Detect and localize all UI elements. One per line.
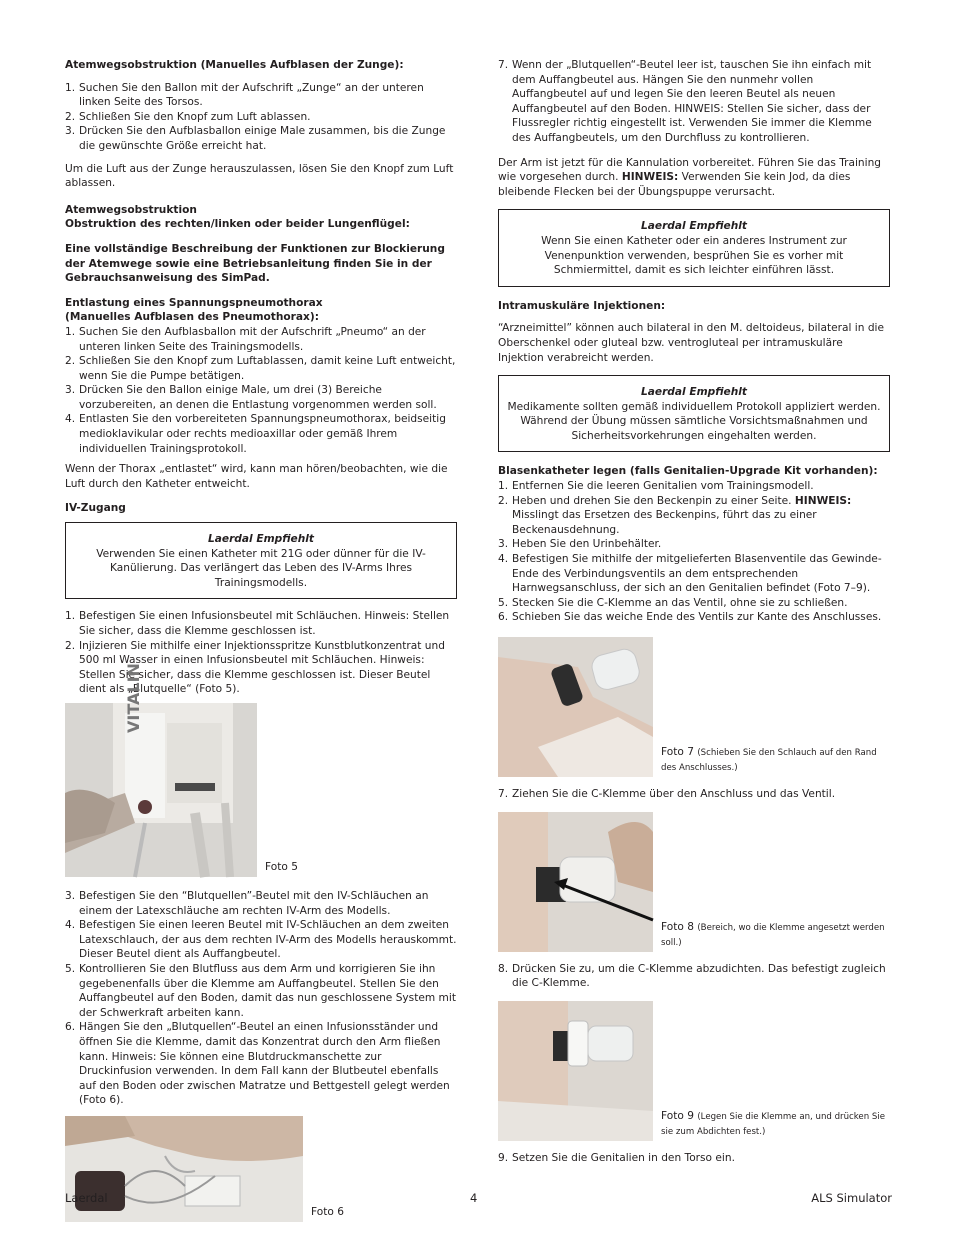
box-title: Laerdal Empfiehlt — [208, 533, 314, 546]
left-column — [65, 58, 457, 1222]
list-item: 5. Stecken Sie die C-Klemme an das Ventil, ohne sie zu schließen. — [498, 596, 848, 609]
list-item: 7. Ziehen Sie die C-Klemme über den Anschluss und das Ventil. — [498, 788, 836, 800]
heading-iv: IV-Zugang — [65, 502, 126, 515]
list-iv-3 — [498, 58, 890, 146]
list-step8 — [498, 962, 890, 991]
list-tongue — [65, 81, 457, 154]
heading-pneumothorax-sub: (Manuelles Aufblasen des Pneumothorax): — [65, 311, 319, 324]
list-step9 — [498, 1151, 890, 1166]
list-pneumothorax — [65, 325, 457, 456]
foto7-caption: Foto 7 (Schieben Sie den Schlauch auf den Rand des Anschlusses.) — [661, 746, 877, 773]
footer-product: ALS Simulator — [811, 1191, 892, 1205]
paragraph-tongue-deflate: Um die Luft aus der Zunge herauszulassen, lösen Sie den Knopf zum Luft ablassen. — [65, 162, 454, 190]
box-text: Medikamente sollten gemäß individuellem Protokoll appliziert werden. Während der Übung müssen sämtliche Vorsichtsmaßnahmen und Sicherheitsvorkehrungen eingehalten werden. — [507, 400, 881, 442]
foto5-bag-label: VITALIN — [124, 663, 143, 733]
foto8-row — [498, 812, 890, 952]
paragraph-intramuscular: “Arzneimittel” können auch bilateral in den M. deltoideus, bilateral in die Oberschenkel oder gluteal bzw. ventrogluteal per intramuskuläre Injektion verabreicht werden. — [498, 322, 884, 364]
list-item: 1. Entfernen Sie die leeren Genitalien vom Trainingsmodell. — [498, 480, 814, 493]
paragraph-arm-ready-c: Verwenden Sie kein Jod, da dies bleibende Flecken bei der Übungspuppe verursacht. — [498, 171, 851, 198]
box-title: Laerdal Empfiehlt — [641, 220, 747, 233]
list-item: 1. Befestigen Sie einen Infusionsbeutel mit Schläuchen. Hinweis: Stellen Sie sicher, dass die Klemme geschlossen ist. — [65, 610, 450, 637]
list-item: 5. Kontrollieren Sie den Blutfluss aus dem Arm und korrigieren Sie ihn gegebenenfalls über die Klemme am Auffangbeutel. Stellen Sie den Auffangbeutel auf den Boden, damit das nun geschlossene System mit der Schwerkraft arbeiten kann. — [65, 962, 456, 1019]
sealed-clamp-illustration — [498, 1001, 653, 1141]
heading-airway: Atemwegsobstruktion — [65, 203, 197, 216]
list-item: 4. Befestigen Sie einen leeren Beutel mit IV-Schläuchen an dem zweiten Latexschlauch, der aus dem rechten IV-Arm des Modells herauskommt. Dieser Beutel dient als Auffangbeutel. — [65, 919, 457, 961]
list-item: 4. Befestigen Sie mithilfe der mitgelieferten Blasenventile das Gewinde-Ende des Verbindungsventils an dem entsprechenden Harnwegsanschluss, der sich an den Genitalien befindet (Foto 7–9). — [498, 553, 882, 595]
paragraph-arm-ready-a: Der Arm ist jetzt für die Kannulation vorbereitet. Führen Sie das Training wie vorgesehen durch. — [498, 156, 882, 184]
footer-page-number: 4 — [470, 1191, 478, 1205]
box-text: Verwenden Sie einen Katheter mit 21G oder dünner für die IV-Kanülierung. Das verlängert das Leben des IV-Arms Ihres Trainingsmodells. — [96, 547, 426, 589]
right-column — [498, 58, 890, 1165]
paragraph-arm-ready — [498, 156, 890, 200]
foto9-caption: Foto 9 (Legen Sie die Klemme an, und drücken Sie sie zum Abdichten fest.) — [661, 1109, 886, 1137]
list-item: 3. Drücken Sie den Ballon einige Male, um drei (3) Bereiche vorzubereiten, an denen die Entlastung vorgenommen werden soll. — [65, 384, 437, 411]
paragraph-thorax: Wenn der Thorax „entlastet“ wird, kann man hören/beobachten, wie die Luft durch den Katheter entweicht. — [65, 463, 448, 490]
foto6-caption: Foto 6 — [311, 1206, 344, 1219]
list-item: 2. Injizieren Sie mithilfe einer Injektionsspritze Kunstblutkonzentrat und 500 ml Wasser in einen Infusionsbeutel mit Schläuchen. Hinweis: Stellen Sie sicher, dass die Klemme geschlossen ist. Dieser Beutel dient als „Blutquelle“ (Foto 5). — [65, 639, 445, 696]
iv-bag-illustration — [65, 703, 257, 877]
connector-illustration — [498, 637, 653, 777]
recommendation-box-iv — [65, 522, 457, 599]
list-item: 2. Schließen Sie den Knopf zum Luft ablassen. — [65, 110, 311, 123]
list-item: 6. Schieben Sie das weiche Ende des Ventils zur Kante des Anschlusses. — [498, 611, 882, 624]
list-item: 1. Suchen Sie den Ballon mit der Aufschrift „Zunge“ an der unteren linken Seite des Torsos. — [65, 81, 424, 109]
foto6-image — [65, 1116, 303, 1222]
list-item: 9. Setzen Sie die Genitalien in den Torso ein. — [498, 1151, 735, 1164]
list-step7 — [498, 787, 890, 802]
foto7-image — [498, 637, 653, 777]
foto9-image — [498, 1001, 653, 1141]
list-item: 3. Befestigen Sie den “Blutquellen”-Beutel mit den IV-Schläuchen an einem der Latexschläuche am rechten IV-Arm des Modells. — [65, 889, 429, 917]
clamp-area-illustration — [498, 812, 653, 952]
list-item: 2. Heben und drehen Sie den Beckenpin zu einer Seite. HINWEIS: Misslingt das Ersetzen des Beckenpins, führt das zu einer Beckenausdehnung. — [498, 494, 852, 536]
arm-with-bags-illustration — [65, 1116, 303, 1222]
list-item: 6. Hängen Sie den „Blutquellen“-Beutel an einen Infusionsständer und öffnen Sie die Klemme, damit das Konzentrat durch den Arm fließen kann. Hinweis: Sie können eine Blutdruckmanschette zur Druckinfusion verwenden. In dem Fall kann der Blutbeutel ebenfalls auf den Boden oder zwischen Matratze und Bettgestell gelegt werden (Foto 6). — [65, 1021, 450, 1107]
list-item: 7. Wenn der „Blutquellen“-Beutel leer ist, tauschen Sie ihn einfach mit dem Auffangbeutel aus. Hängen Sie den nunmehr vollen Auffangbeutel auf und legen Sie den leeren Beutel als neuen Auffangbeutel auf den Boden. HINWEIS: Stellen Sie sicher, dass der Flussregler richtig eingestellt ist. Verwenden Sie immer die Klemme des Auffangbeutels, um den Durchfluss zu kontrollieren. — [498, 59, 872, 144]
list-item: 3. Heben Sie den Urinbehälter. — [498, 538, 662, 551]
heading-tongue: Atemwegsobstruktion (Manuelles Aufblasen der Zunge): — [65, 59, 404, 71]
heading-intramuscular: Intramuskuläre Injektionen: — [498, 299, 666, 312]
list-item: 4. Entlasten Sie den vorbereiteten Spannungspneumothorax, beidseitig medioklavikular oder rechts medioaxillar oder gemäß Ihrem individuellen Trainingsprotokoll. — [65, 413, 446, 455]
heading-lung: Obstruktion des rechten/linken oder beider Lungenflügel: — [65, 218, 410, 231]
list-item: 3. Drücken Sie den Aufblasballon einige Male zusammen, bis die Zunge die gewünschte Größe erreicht hat. — [65, 125, 446, 152]
heading-pneumothorax: Entlastung eines Spannungspneumothorax — [65, 296, 323, 309]
foto5-caption: Foto 5 — [265, 861, 298, 874]
foto8-image — [498, 812, 653, 952]
foto9-row — [498, 1001, 890, 1141]
heading-simpad-note: Eine vollständige Beschreibung der Funktionen zur Blockierung der Atemwege sowie eine Betriebsanleitung finden Sie in der Gebrauchsanweisung des SimPad. — [65, 242, 445, 285]
footer-brand: Laerdal — [65, 1191, 108, 1205]
recommendation-box-catheter — [498, 209, 890, 286]
list-item: 8. Drücken Sie zu, um die C-Klemme abzudichten. Das befestigt zugleich die C-Klemme. — [498, 962, 886, 990]
heading-catheter: Blasenkatheter legen (falls Genitalien-Upgrade Kit vorhanden): — [498, 465, 878, 478]
foto5-image — [65, 663, 257, 877]
foto8-caption: Foto 8 (Bereich, wo die Klemme angesetzt werden soll.) — [661, 920, 885, 948]
list-catheter — [498, 479, 890, 625]
foto7-row — [498, 637, 890, 777]
paragraph-arm-ready-note: HINWEIS: — [621, 171, 679, 184]
recommendation-box-medication — [498, 375, 890, 452]
box-text: Wenn Sie einen Katheter oder ein anderes Instrument zur Venenpunktion verwenden, besprühen Sie es vorher mit Schmiermittel, damit es sich leichter einführen lässt. — [541, 234, 847, 277]
list-item: 1. Suchen Sie den Aufblasballon mit der Aufschrift „Pneumo“ an der unteren linken Seite des Trainingsmodells. — [65, 325, 426, 353]
list-item: 2. Schließen Sie den Knopf zum Luftablassen, damit keine Luft entweicht, wenn Sie die Pumpe betätigen. — [65, 355, 456, 382]
box-title: Laerdal Empfiehlt — [641, 386, 747, 399]
foto6-row — [65, 1116, 457, 1222]
list-iv-2 — [65, 889, 457, 1108]
